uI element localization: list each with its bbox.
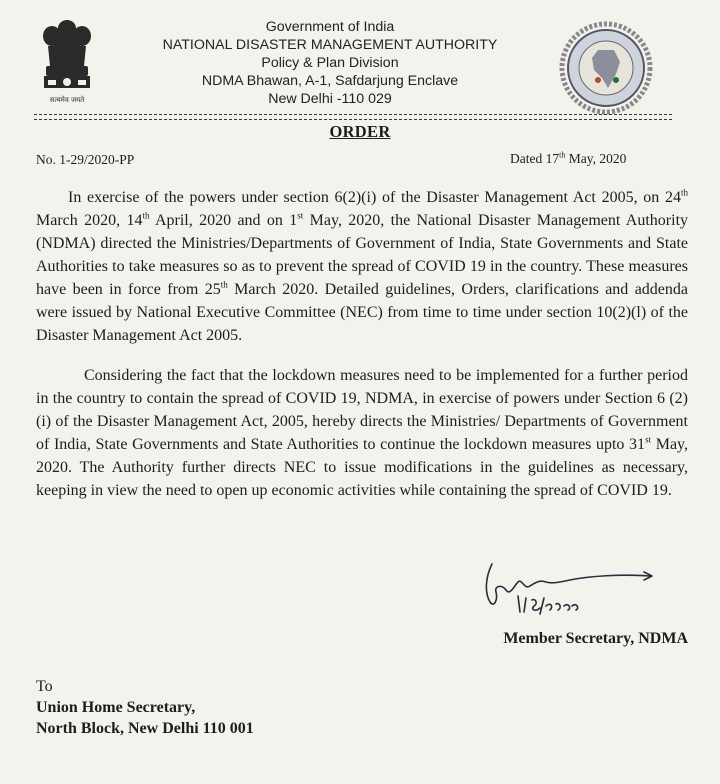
p1-text-1: In exercise of the powers under section 6(2)(i) of the Disaster Management Act 2005, on 24: [68, 189, 681, 206]
letterhead-line-government: Government of India: [265, 19, 395, 35]
p2-text-1: Considering the fact that the lockdown measures need to be implemented for a further period in the country to contain the spread of COVID 19, NDMA, in exercise of powers under Section 6 (2) (i) of the Disaster Management Act, 2005, hereby directs the Ministries/ Departments of Government of India, State Governments and State Authorities to continue the lockdown measures upto 31: [36, 367, 688, 453]
p1-text-3: April, 2020 and on 1: [149, 212, 298, 229]
national-emblem-icon: [34, 14, 100, 106]
letterhead-line-division: Policy & Plan Division: [261, 55, 399, 71]
header-divider: [34, 119, 672, 120]
emblem-motto: सत्यमेव जयते: [49, 96, 85, 104]
p2-sup-1: st: [645, 434, 652, 445]
p1-sup-1: th: [680, 187, 688, 198]
date-month-year: May, 2020: [565, 151, 627, 166]
header-divider: [34, 114, 672, 115]
p1-sup-2: th: [142, 210, 150, 221]
letterhead-line-address: NDMA Bhawan, A-1, Safdarjung Enclave: [201, 73, 459, 89]
p1-sup-3: st: [297, 210, 304, 221]
letterhead-line-authority: NATIONAL DISASTER MANAGEMENT AUTHORITY: [162, 37, 498, 53]
p1-sup-4: th: [220, 279, 228, 290]
handwritten-signature: [480, 556, 660, 626]
date-suffix-sup: th: [559, 150, 566, 160]
letterhead-line-city: New Delhi -110 029: [268, 91, 392, 107]
recipient-title: Union Home Secretary,: [36, 699, 196, 716]
paragraph-1: [36, 186, 688, 347]
signatory-designation: Member Secretary, NDMA: [503, 630, 688, 647]
letterhead: [120, 18, 540, 108]
date-prefix: Dated 17: [510, 151, 560, 166]
ndma-seal-icon: [558, 20, 654, 116]
p1-text-5: March 2020. Detailed guidelines, Orders, clarifications and addenda were issued by National Executive Committee (NEC) from time to time under section 10(2)(l) of the Disaster Management Act 2005.: [36, 281, 688, 344]
order-date: [510, 151, 626, 167]
p2-text-2: May, 2020. The Authority further directs NEC to issue modifications in the guidelines as necessary, keeping in view the need to open up economic activities while containing the spread of COVID 19.: [36, 436, 689, 499]
order-title: ORDER: [329, 122, 391, 141]
paragraph-2: [36, 364, 688, 502]
to-label: To: [36, 678, 53, 695]
p1-text-4: May, 2020, the National Disaster Management Authority (NDMA) directed the Ministries/Departments of Government of India, State Governments and State Authorities to take measures so as to prevent the spread of COVID 19 in the country. These measures have been in force from 25: [36, 212, 689, 298]
reference-number: No. 1-29/2020-PP: [36, 152, 135, 167]
p1-text-2: March 2020, 14: [36, 212, 143, 229]
recipient-address: North Block, New Delhi 110 001: [36, 720, 254, 737]
